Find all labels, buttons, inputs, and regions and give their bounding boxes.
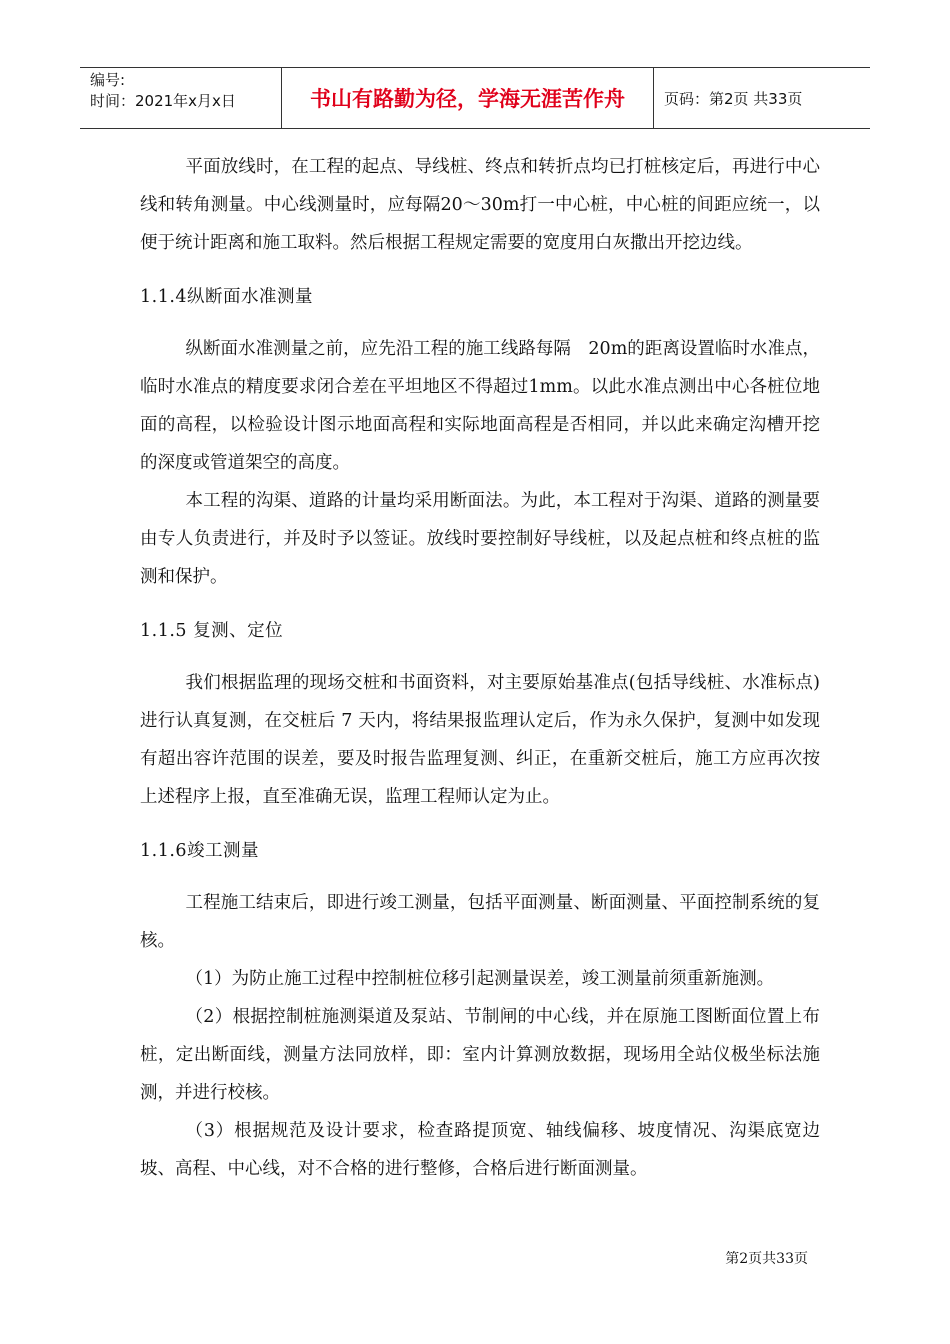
section-heading-1-1-4: 1.1.4纵断面水准测量 [140,287,314,307]
header-table [80,67,870,129]
section-heading-1-1-5: 1.1.5 复测、定位 [140,621,284,641]
header-meta [80,68,282,128]
list-item-2: （2）根据控制桩施测渠道及泵站、节制闸的中心线，并在原施工图断面位置上布桩，定出断面线，测量方法同放样，即：室内计算测放数据，现场用全站仪极坐标法施测，并进行校核。 [140,1007,820,1103]
header-page-code: 页码：第2页 共33页 [664,89,803,108]
paragraph-leveling: 纵断面水准测量之前，应先沿工程的施工线路每隔 20m的距离设置临时水准点，临时水准点的精度要求闭合差在平坦地区不得超过1mm。以此水准点测出中心各桩位地面的高程，以检验设计图示地面高程和实际地面高程是否相同，并以此来确定沟槽开挖的深度或管道架空的高度。 [140,339,820,473]
header-motto: 书山有路勤为径，学海无涯苦作舟 [282,68,654,128]
list-item-1: （1）为防止施工过程中控制桩位移引起测量误差，竣工测量前须重新施测。 [185,969,775,989]
number-label: 编号: [90,71,126,89]
document-body [140,148,820,1188]
time-label: 时间：2021年x月x日 [90,92,236,110]
paragraph-completion: 工程施工结束后，即进行竣工测量，包括平面测量、断面测量、平面控制系统的复核。 [140,893,820,951]
paragraph-measurement: 本工程的沟渠、道路的计量均采用断面法。为此，本工程对于沟渠、道路的测量要由专人负责进行，并及时予以签证。放线时要控制好导线桩，以及起点桩和终点桩的监测和保护。 [140,491,820,587]
list-item-3: （3）根据规范及设计要求，检查路提顶宽、轴线偏移、坡度情况、沟渠底宽边坡、高程、中心线，对不合格的进行整修，合格后进行断面测量。 [140,1121,820,1179]
paragraph-layout: 平面放线时，在工程的起点、导线桩、终点和转折点均已打桩核定后，再进行中心线和转角测量。中心线测量时，应每隔20～30m打一中心桩，中心桩的间距应统一，以便于统计距离和施工取料。然后根据工程规定需要的宽度用白灰撒出开挖边线。 [140,157,820,253]
paragraph-recheck: 我们根据监理的现场交桩和书面资料，对主要原始基准点(包括导线桩、水准标点)进行认真复测，在交桩后 7 天内，将结果报监理认定后，作为永久保护，复测中如发现有超出容许范围的误差，要及时报告监理复测、纠正，在重新交桩后，施工方应再次按上述程序上报，直至准确无误，监理工程师认定为止。 [140,673,820,807]
section-heading-1-1-6: 1.1.6竣工测量 [140,841,260,861]
page-footer: 第2页共33页 [725,1251,808,1267]
